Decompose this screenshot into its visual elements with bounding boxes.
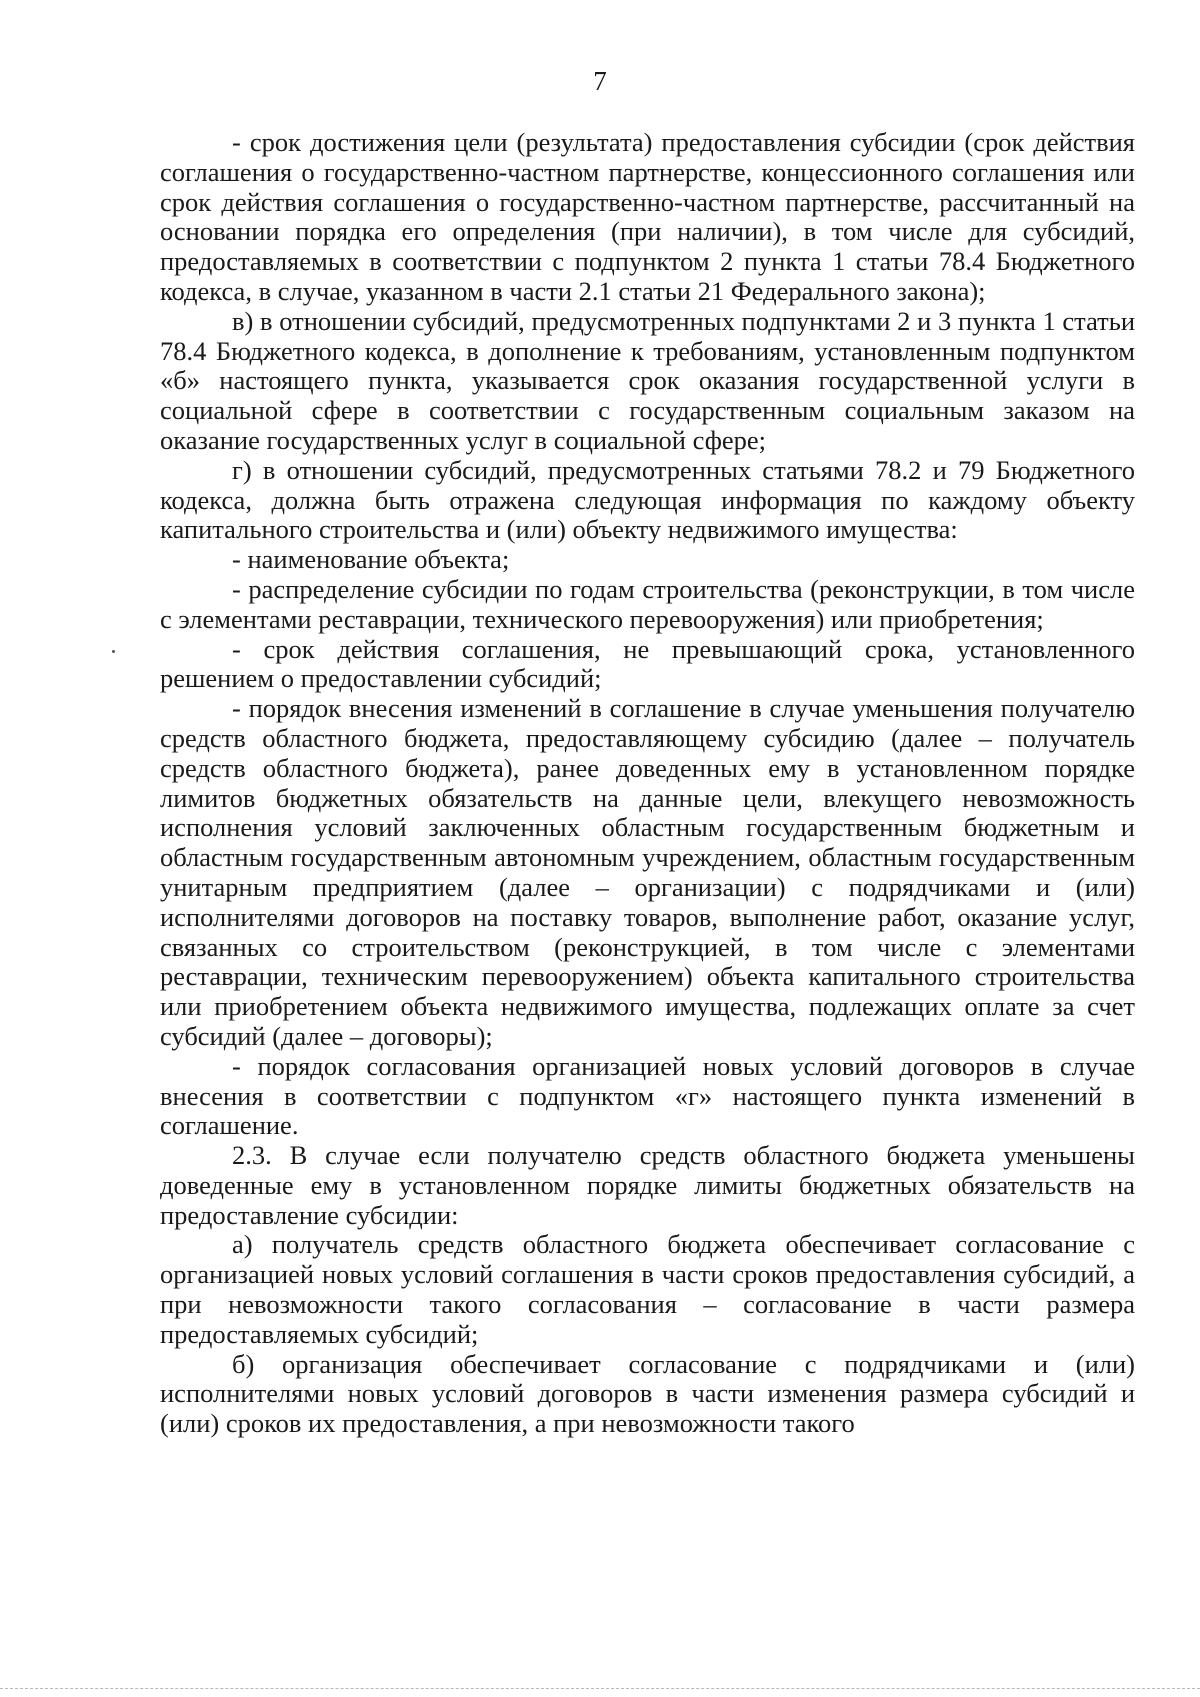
list-item-object-name: - наименование объекта;	[232, 544, 510, 575]
paragraph-v-social-services: в) в отношении субсидий, предусмотренных подпунктами 2 и 3 пункта 1 статьи 78.4 Бюджетного кодекса, в дополнение к требованиям, установленным подпунктом «б» настоящего пункта, указывается срок оказания государственной услуги в социальной сфере в соответствии с государственным социальным заказом на оказание государственных услуг в социальной сфере;	[160, 305, 1135, 455]
list-item-subsidy-distribution: - распределение субсидии по годам строительства (реконструкции, в том числе с элементами реставрации, технического перевооружения) или приобретения;	[160, 573, 1135, 634]
paragraph-b-organization: б) организация обеспечивает согласование с подрядчиками и (или) исполнителями новых условий договоров в части изменения размера субсидий и (или) сроков их предоставления, а при невозможности такого	[160, 1348, 1135, 1439]
list-item-amendment-procedure: - порядок внесения изменений в соглашение в случае уменьшения получателю средств областного бюджета, предоставляющему субсидию (далее – получатель средств областного бюджета), ранее доведенных ему в установленном порядке лимитов бюджетных обязательств на данные цели, влекущего невозможность исполнения условий заключенных областным государственным бюджетным и областным государственным автономным учреждением, областным государственным унитарным предприятием (далее – организации) с подрядчиками и (или) исполнителями договоров на поставку товаров, выполнение работ, оказание услуг, связанных со строительством (реконструкцией, в том числе с элементами реставрации, техническим перевооружением) объекта капитального строительства или приобретением объекта недвижимого имущества, подлежащих оплате за счет субсидий (далее – договоры);	[160, 693, 1135, 1051]
section-2-3: 2.3. В случае если получателю средств областного бюджета уменьшены доведенные ему в установленном порядке лимиты бюджетных обязательств на предоставление субсидии:	[160, 1140, 1135, 1230]
scan-speck	[112, 650, 115, 653]
document-body	[160, 128, 1135, 1439]
paragraph-g-capital-construction: г) в отношении субсидий, предусмотренных статьями 78.2 и 79 Бюджетного кодекса, должна быть отражена следующая информация по каждому объекту капитального строительства и (или) объекту недвижимого имущества:	[160, 454, 1135, 545]
list-item-approval-procedure: - порядок согласования организацией новых условий договоров в случае внесения в соответствии с подпунктом «г» настоящего пункта изменений в соглашение.	[160, 1050, 1135, 1141]
paragraph-goal-deadline: - срок достижения цели (результата) предоставления субсидии (срок действия соглашения о государственно-частном партнерстве, концессионного соглашения или срок действия соглашения о государственно-частном партнерстве, рассчитанный на основании порядка его определения (при наличии), в том числе для субсидий, предоставляемых в соответствии с подпунктом 2 пункта 1 статьи 78.4 Бюджетного кодекса, в случае, указанном в части 2.1 статьи 21 Федерального закона);	[160, 127, 1135, 306]
scan-edge-line	[0, 1688, 1200, 1689]
paragraph-a-recipient: а) получатель средств областного бюджета обеспечивает согласование с организацией новых условий соглашения в части сроков предоставления субсидий, а при невозможности такого согласования – согласование в части размера предоставляемых субсидий;	[160, 1229, 1135, 1349]
page-number: 7	[593, 66, 607, 96]
list-item-agreement-term: - срок действия соглашения, не превышающий срока, установленного решением о предоставлении субсидий;	[160, 633, 1135, 694]
